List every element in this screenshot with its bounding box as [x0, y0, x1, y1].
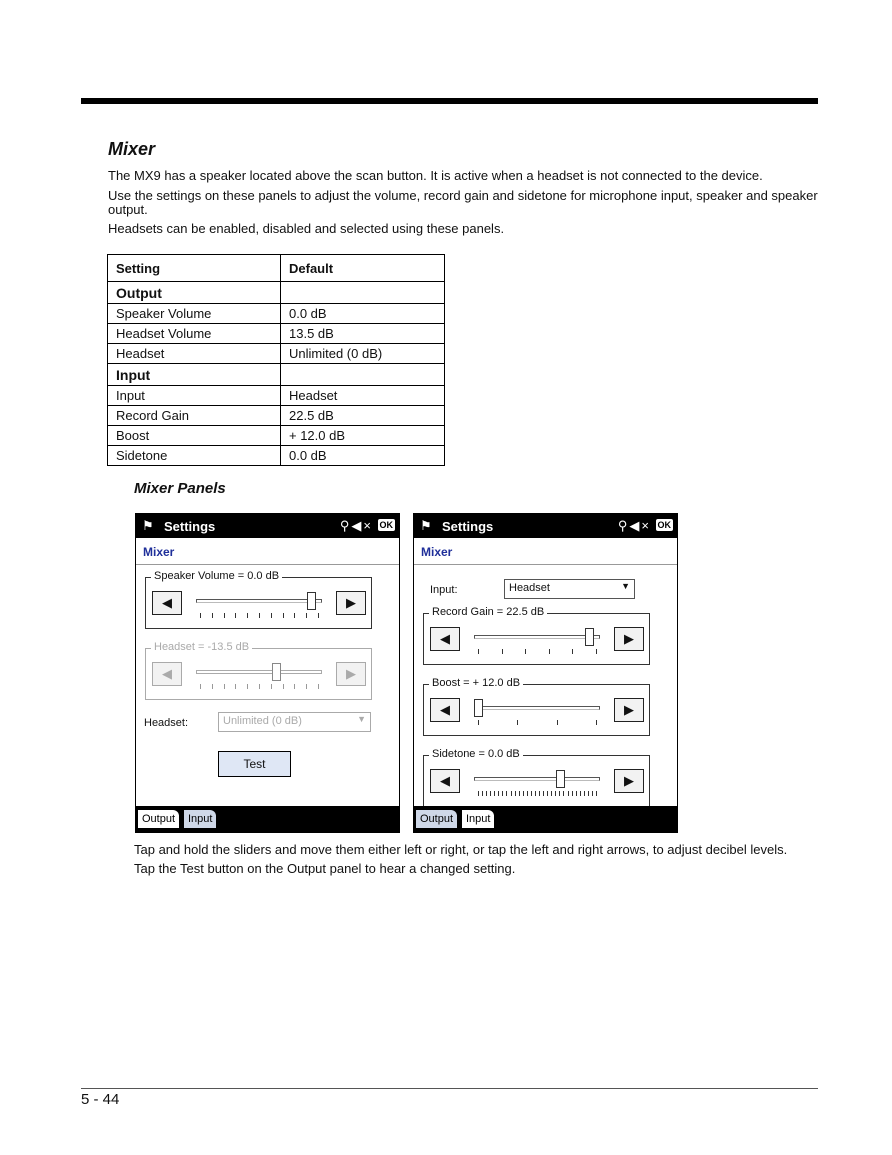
- input-select-value: Headset: [509, 582, 550, 594]
- slider-ticks: [200, 684, 318, 689]
- table-cell: Headset: [108, 344, 281, 364]
- intro-paragraph-3: Headsets can be enabled, disabled and selected using these panels.: [108, 221, 505, 236]
- slider-tick: [572, 649, 573, 654]
- slider-tick: [517, 720, 518, 725]
- slider-tick: [525, 649, 526, 654]
- table-cell: + 12.0 dB: [281, 426, 445, 446]
- table-header-row: [108, 255, 445, 282]
- slider-tick: [551, 791, 552, 796]
- slider-tick: [568, 791, 569, 796]
- headset-volume-label: Headset = -13.5 dB: [151, 641, 252, 653]
- slider-tick: [306, 613, 307, 618]
- boost-slider-track[interactable]: [474, 706, 600, 710]
- speaker-volume-increase-button[interactable]: [336, 591, 366, 615]
- sidetone-slider-track[interactable]: [474, 777, 600, 781]
- table-row: [108, 446, 445, 466]
- headset-volume-group: [145, 641, 372, 700]
- table-cell: Unlimited (0 dB): [281, 344, 445, 364]
- window-title: Settings: [164, 519, 216, 534]
- speaker-volume-group: [145, 570, 372, 629]
- slider-tick: [576, 791, 577, 796]
- intro-paragraph-1: The MX9 has a speaker located above the scan button. It is active when a headset is not connected to the device.: [108, 168, 763, 183]
- tab-output[interactable]: Output: [416, 810, 457, 828]
- right-arrow-icon: ▶: [346, 666, 356, 681]
- right-arrow-icon: ▶: [624, 631, 634, 646]
- connectivity-icon[interactable]: ⚲: [617, 518, 630, 533]
- slider-tick: [294, 613, 295, 618]
- slider-tick: [506, 791, 507, 796]
- headset-volume-slider-track[interactable]: [196, 670, 322, 674]
- speaker-volume-slider-track[interactable]: [196, 599, 322, 603]
- slider-tick: [549, 649, 550, 654]
- slider-tick: [247, 613, 248, 618]
- tab-bar: [136, 806, 399, 832]
- divider: [136, 564, 399, 565]
- input-select[interactable]: [504, 579, 635, 599]
- slider-tick: [515, 791, 516, 796]
- headset-select[interactable]: [218, 712, 371, 732]
- ok-button[interactable]: OK: [379, 520, 393, 530]
- record-gain-slider-track[interactable]: [474, 635, 600, 639]
- speaker-muted-icon[interactable]: ◀×: [351, 518, 373, 533]
- slider-tick: [588, 791, 589, 796]
- table-cell: 22.5 dB: [281, 406, 445, 426]
- slider-tick: [596, 649, 597, 654]
- slider-tick: [519, 791, 520, 796]
- table-header: Default: [281, 255, 445, 282]
- table-cell: 13.5 dB: [281, 324, 445, 344]
- page-number: 5 - 44: [81, 1091, 120, 1108]
- slider-tick: [271, 684, 272, 689]
- table-cell: 0.0 dB: [281, 446, 445, 466]
- slider-tick: [592, 791, 593, 796]
- slider-tick: [306, 684, 307, 689]
- divider: [414, 564, 677, 565]
- windows-flag-icon[interactable]: ⚑: [142, 518, 154, 533]
- output-panel-screenshot: [135, 513, 400, 833]
- slider-tick: [235, 684, 236, 689]
- boost-slider-thumb[interactable]: [474, 699, 483, 717]
- slider-tick: [498, 791, 499, 796]
- slider-tick: [478, 791, 479, 796]
- slider-tick: [318, 613, 319, 618]
- slider-tick: [535, 791, 536, 796]
- slider-ticks: [478, 720, 596, 725]
- sidetone-slider-thumb[interactable]: [556, 770, 565, 788]
- tab-input[interactable]: Input: [184, 810, 216, 828]
- slider-tick: [259, 613, 260, 618]
- slider-tick: [543, 791, 544, 796]
- slider-tick: [527, 791, 528, 796]
- record-gain-slider-thumb[interactable]: [585, 628, 594, 646]
- right-arrow-icon: ▶: [346, 595, 356, 610]
- record-gain-increase-button[interactable]: [614, 627, 644, 651]
- left-arrow-icon: ◀: [162, 595, 172, 610]
- speaker-muted-icon[interactable]: ◀×: [629, 518, 651, 533]
- tab-bar: [414, 806, 677, 832]
- slider-tick: [494, 791, 495, 796]
- record-gain-group: [423, 606, 650, 665]
- slider-tick: [318, 684, 319, 689]
- section-heading: Mixer: [108, 139, 156, 159]
- speaker-volume-slider-thumb[interactable]: [307, 592, 316, 610]
- sidetone-increase-button[interactable]: [614, 769, 644, 793]
- title-bar: [136, 514, 399, 538]
- title-bar: [414, 514, 677, 538]
- slider-tick: [212, 684, 213, 689]
- settings-table: [107, 254, 445, 466]
- left-arrow-icon: ◀: [162, 666, 172, 681]
- slider-tick: [224, 613, 225, 618]
- slider-tick: [486, 791, 487, 796]
- table-cell: Input: [108, 386, 281, 406]
- slider-tick: [259, 684, 260, 689]
- left-arrow-icon: ◀: [440, 631, 450, 646]
- slider-tick: [283, 684, 284, 689]
- slider-tick: [502, 791, 503, 796]
- boost-group: [423, 677, 650, 736]
- slider-tick: [490, 791, 491, 796]
- headset-volume-decrease-button[interactable]: [152, 662, 182, 686]
- slider-ticks: [478, 791, 596, 796]
- slider-tick: [596, 791, 597, 796]
- table-row: [108, 344, 445, 364]
- tab-input[interactable]: Input: [462, 810, 494, 828]
- slider-tick: [572, 791, 573, 796]
- headset-volume-slider-thumb[interactable]: [272, 663, 281, 681]
- chevron-down-icon: ▼: [357, 714, 366, 724]
- slider-tick: [511, 791, 512, 796]
- table-cell: Record Gain: [108, 406, 281, 426]
- record-gain-label: Record Gain = 22.5 dB: [429, 606, 547, 618]
- slider-tick: [482, 791, 483, 796]
- slider-tick: [200, 684, 201, 689]
- right-arrow-icon: ▶: [624, 702, 634, 717]
- slider-tick: [283, 613, 284, 618]
- table-row: [108, 324, 445, 344]
- table-row: [108, 406, 445, 426]
- slider-tick: [212, 613, 213, 618]
- boost-label: Boost = + 12.0 dB: [429, 677, 523, 689]
- table-cell: Headset Volume: [108, 324, 281, 344]
- slider-ticks: [200, 613, 318, 618]
- input-select-label: Input:: [430, 584, 458, 596]
- panels-subheading: Mixer Panels: [134, 480, 226, 497]
- page-title: Mixer: [421, 545, 453, 559]
- slider-tick: [557, 720, 558, 725]
- boost-decrease-button[interactable]: [430, 698, 460, 722]
- slider-tick: [478, 649, 479, 654]
- slider-tick: [531, 791, 532, 796]
- intro-paragraph-2: Use the settings on these panels to adjust the volume, record gain and sidetone for microphone input, speaker and speaker output.: [108, 188, 818, 217]
- footer-rule: [81, 1088, 818, 1089]
- speaker-volume-label: Speaker Volume = 0.0 dB: [151, 570, 282, 582]
- slider-tick: [235, 613, 236, 618]
- table-cell: Speaker Volume: [108, 304, 281, 324]
- speaker-volume-decrease-button[interactable]: [152, 591, 182, 615]
- test-button[interactable]: Test: [218, 751, 291, 777]
- table-row: [108, 304, 445, 324]
- slider-ticks: [478, 649, 596, 654]
- left-arrow-icon: ◀: [440, 773, 450, 788]
- table-section-title: Output: [108, 282, 281, 304]
- caption-2: Tap the Test button on the Output panel to hear a changed setting.: [134, 861, 516, 876]
- page-title: Mixer: [143, 545, 175, 559]
- boost-increase-button[interactable]: [614, 698, 644, 722]
- table-row: [108, 386, 445, 406]
- slider-tick: [596, 720, 597, 725]
- slider-tick: [580, 791, 581, 796]
- right-arrow-icon: ▶: [624, 773, 634, 788]
- chevron-down-icon: ▼: [621, 581, 630, 591]
- tab-output[interactable]: Output: [138, 810, 179, 828]
- windows-flag-icon[interactable]: ⚑: [420, 518, 432, 533]
- table-cell: Headset: [281, 386, 445, 406]
- sidetone-decrease-button[interactable]: [430, 769, 460, 793]
- table-cell: Sidetone: [108, 446, 281, 466]
- slider-tick: [271, 613, 272, 618]
- slider-tick: [294, 684, 295, 689]
- sidetone-group: [423, 748, 650, 807]
- slider-tick: [547, 791, 548, 796]
- slider-tick: [539, 791, 540, 796]
- table-section-row: [108, 282, 445, 304]
- slider-tick: [559, 791, 560, 796]
- slider-tick: [563, 791, 564, 796]
- sidetone-label: Sidetone = 0.0 dB: [429, 748, 523, 760]
- table-row: [108, 426, 445, 446]
- record-gain-decrease-button[interactable]: [430, 627, 460, 651]
- slider-tick: [224, 684, 225, 689]
- slider-tick: [584, 791, 585, 796]
- slider-tick: [247, 684, 248, 689]
- top-rule: [81, 98, 818, 104]
- table-header: Setting: [108, 255, 281, 282]
- slider-tick: [523, 791, 524, 796]
- slider-tick: [555, 791, 556, 796]
- headset-select-label: Headset:: [144, 717, 189, 729]
- slider-tick: [502, 649, 503, 654]
- window-title: Settings: [442, 519, 494, 534]
- table-section-title: Input: [108, 364, 281, 386]
- table-cell: Boost: [108, 426, 281, 446]
- connectivity-icon[interactable]: ⚲: [339, 518, 352, 533]
- left-arrow-icon: ◀: [440, 702, 450, 717]
- ok-button[interactable]: OK: [657, 520, 671, 530]
- headset-select-value: Unlimited (0 dB): [223, 715, 302, 727]
- slider-tick: [478, 720, 479, 725]
- table-cell: 0.0 dB: [281, 304, 445, 324]
- headset-volume-increase-button[interactable]: [336, 662, 366, 686]
- input-panel-screenshot: [413, 513, 678, 833]
- table-section-row: [108, 364, 445, 386]
- slider-tick: [200, 613, 201, 618]
- caption-1: Tap and hold the sliders and move them either left or right, or tap the left and right arrows, to adjust decibel levels.: [134, 842, 788, 857]
